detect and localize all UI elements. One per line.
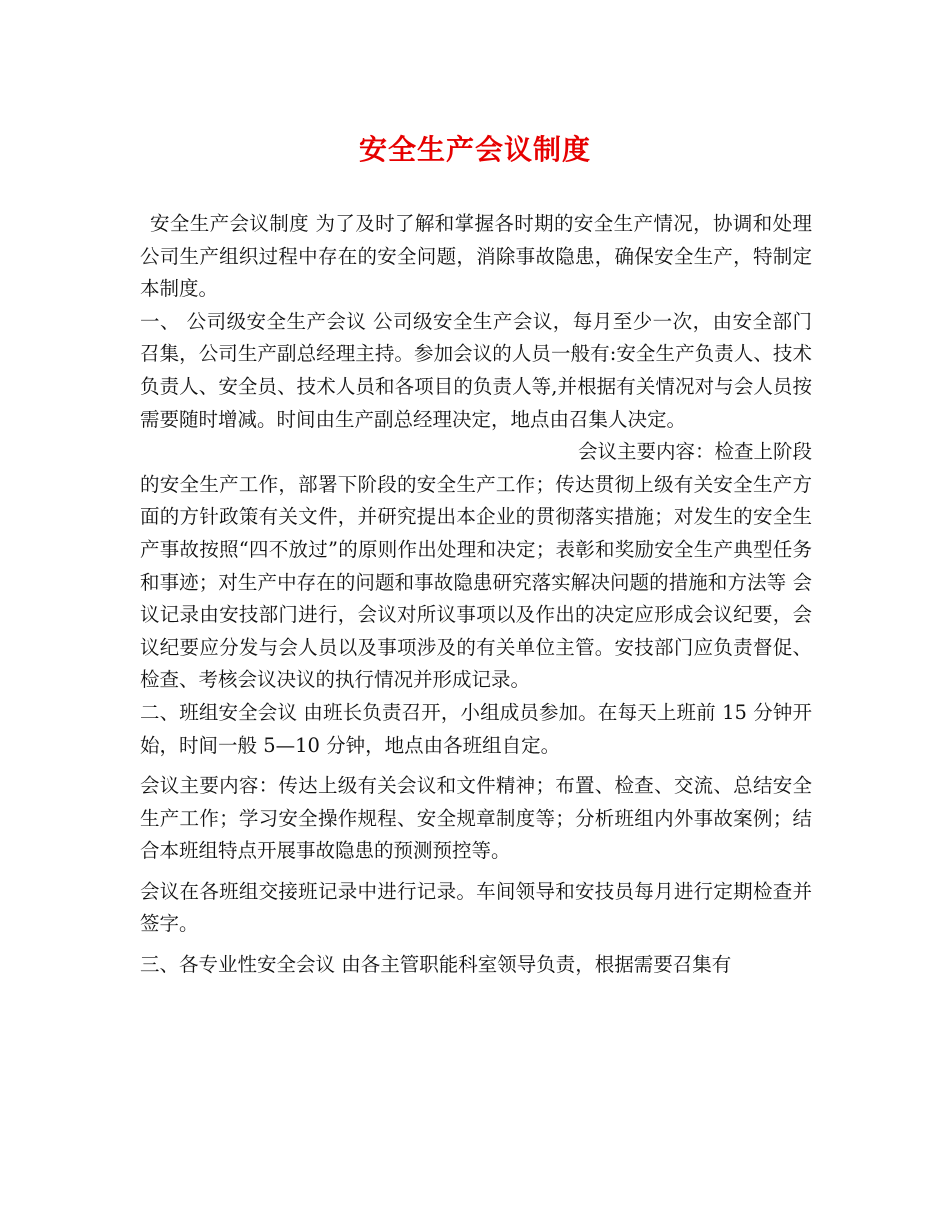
paragraph-team-meeting-content: 会议主要内容：传达上级有关会议和文件精神；布置、检查、交流、总结安全生产工作；学习安全操作规程、安全规章制度等；分析班组内外事故案例；结合本班组特点开展事故隐患的预测预控等。 xyxy=(140,774,812,863)
paragraph-intro: 安全生产会议制度 为了及时了解和掌握各时期的安全生产情况，协调和处理公司生产组织过程中存在的安全问题，消除事故隐患，确保安全生产，特制定本制度。 xyxy=(140,212,812,301)
paragraph-team-meeting: 二、班组安全会议 由班长负责召开，小组成员参加。在每天上班前 15 分钟开始，时间一般 5—10 分钟，地点由各班组自定。 xyxy=(140,700,812,757)
paragraph-specialty-meeting: 三、各专业性安全会议 由各主管职能科室领导负责，根据需要召集有 xyxy=(140,953,732,977)
paragraph-company-meeting: 一、 公司级安全生产会议 公司级安全生产会议，每月至少一次，由安全部门召集，公司生产副总经理主持。参加会议的人员一般有:安全生产负责人、技术负责人、安全员、技术人员和各项目的负责人等,并根据有关情况对与会人员按需要随时增减。时间由生产副总经理决定，地点由召集人决定。 xyxy=(140,309,812,431)
paragraph-meeting-content: 的安全生产工作，部署下阶段的安全生产工作；传达贯彻上级有关安全生产方面的方针政策有关文件，并研究提出本企业的贯彻落实措施；对发生的安全生产事故按照“四不放过”的原则作出处理和决定；表彰和奖励安全生产典型任务和事迹；对生产中存在的问题和事故隐患研究落实解决问题的措施和方法等 会议记录由安技部门进行，会议对所议事项以及作出的决定应形成会议纪要，会议纪要应分发与会人员以及事项涉及的有关单位主管。安技部门应负责督促、检查、考核会议决议的执行情况并形成记录。 xyxy=(140,472,812,692)
document-body xyxy=(140,208,812,982)
document-title: 安全生产会议制度 xyxy=(358,133,591,166)
paragraph-meeting-content-lead: 会议主要内容：检查上阶段 xyxy=(577,440,812,464)
paragraph-team-meeting-record: 会议在各班组交接班记录中进行记录。车间领导和安技员每月进行定期检查并签字。 xyxy=(140,879,812,936)
